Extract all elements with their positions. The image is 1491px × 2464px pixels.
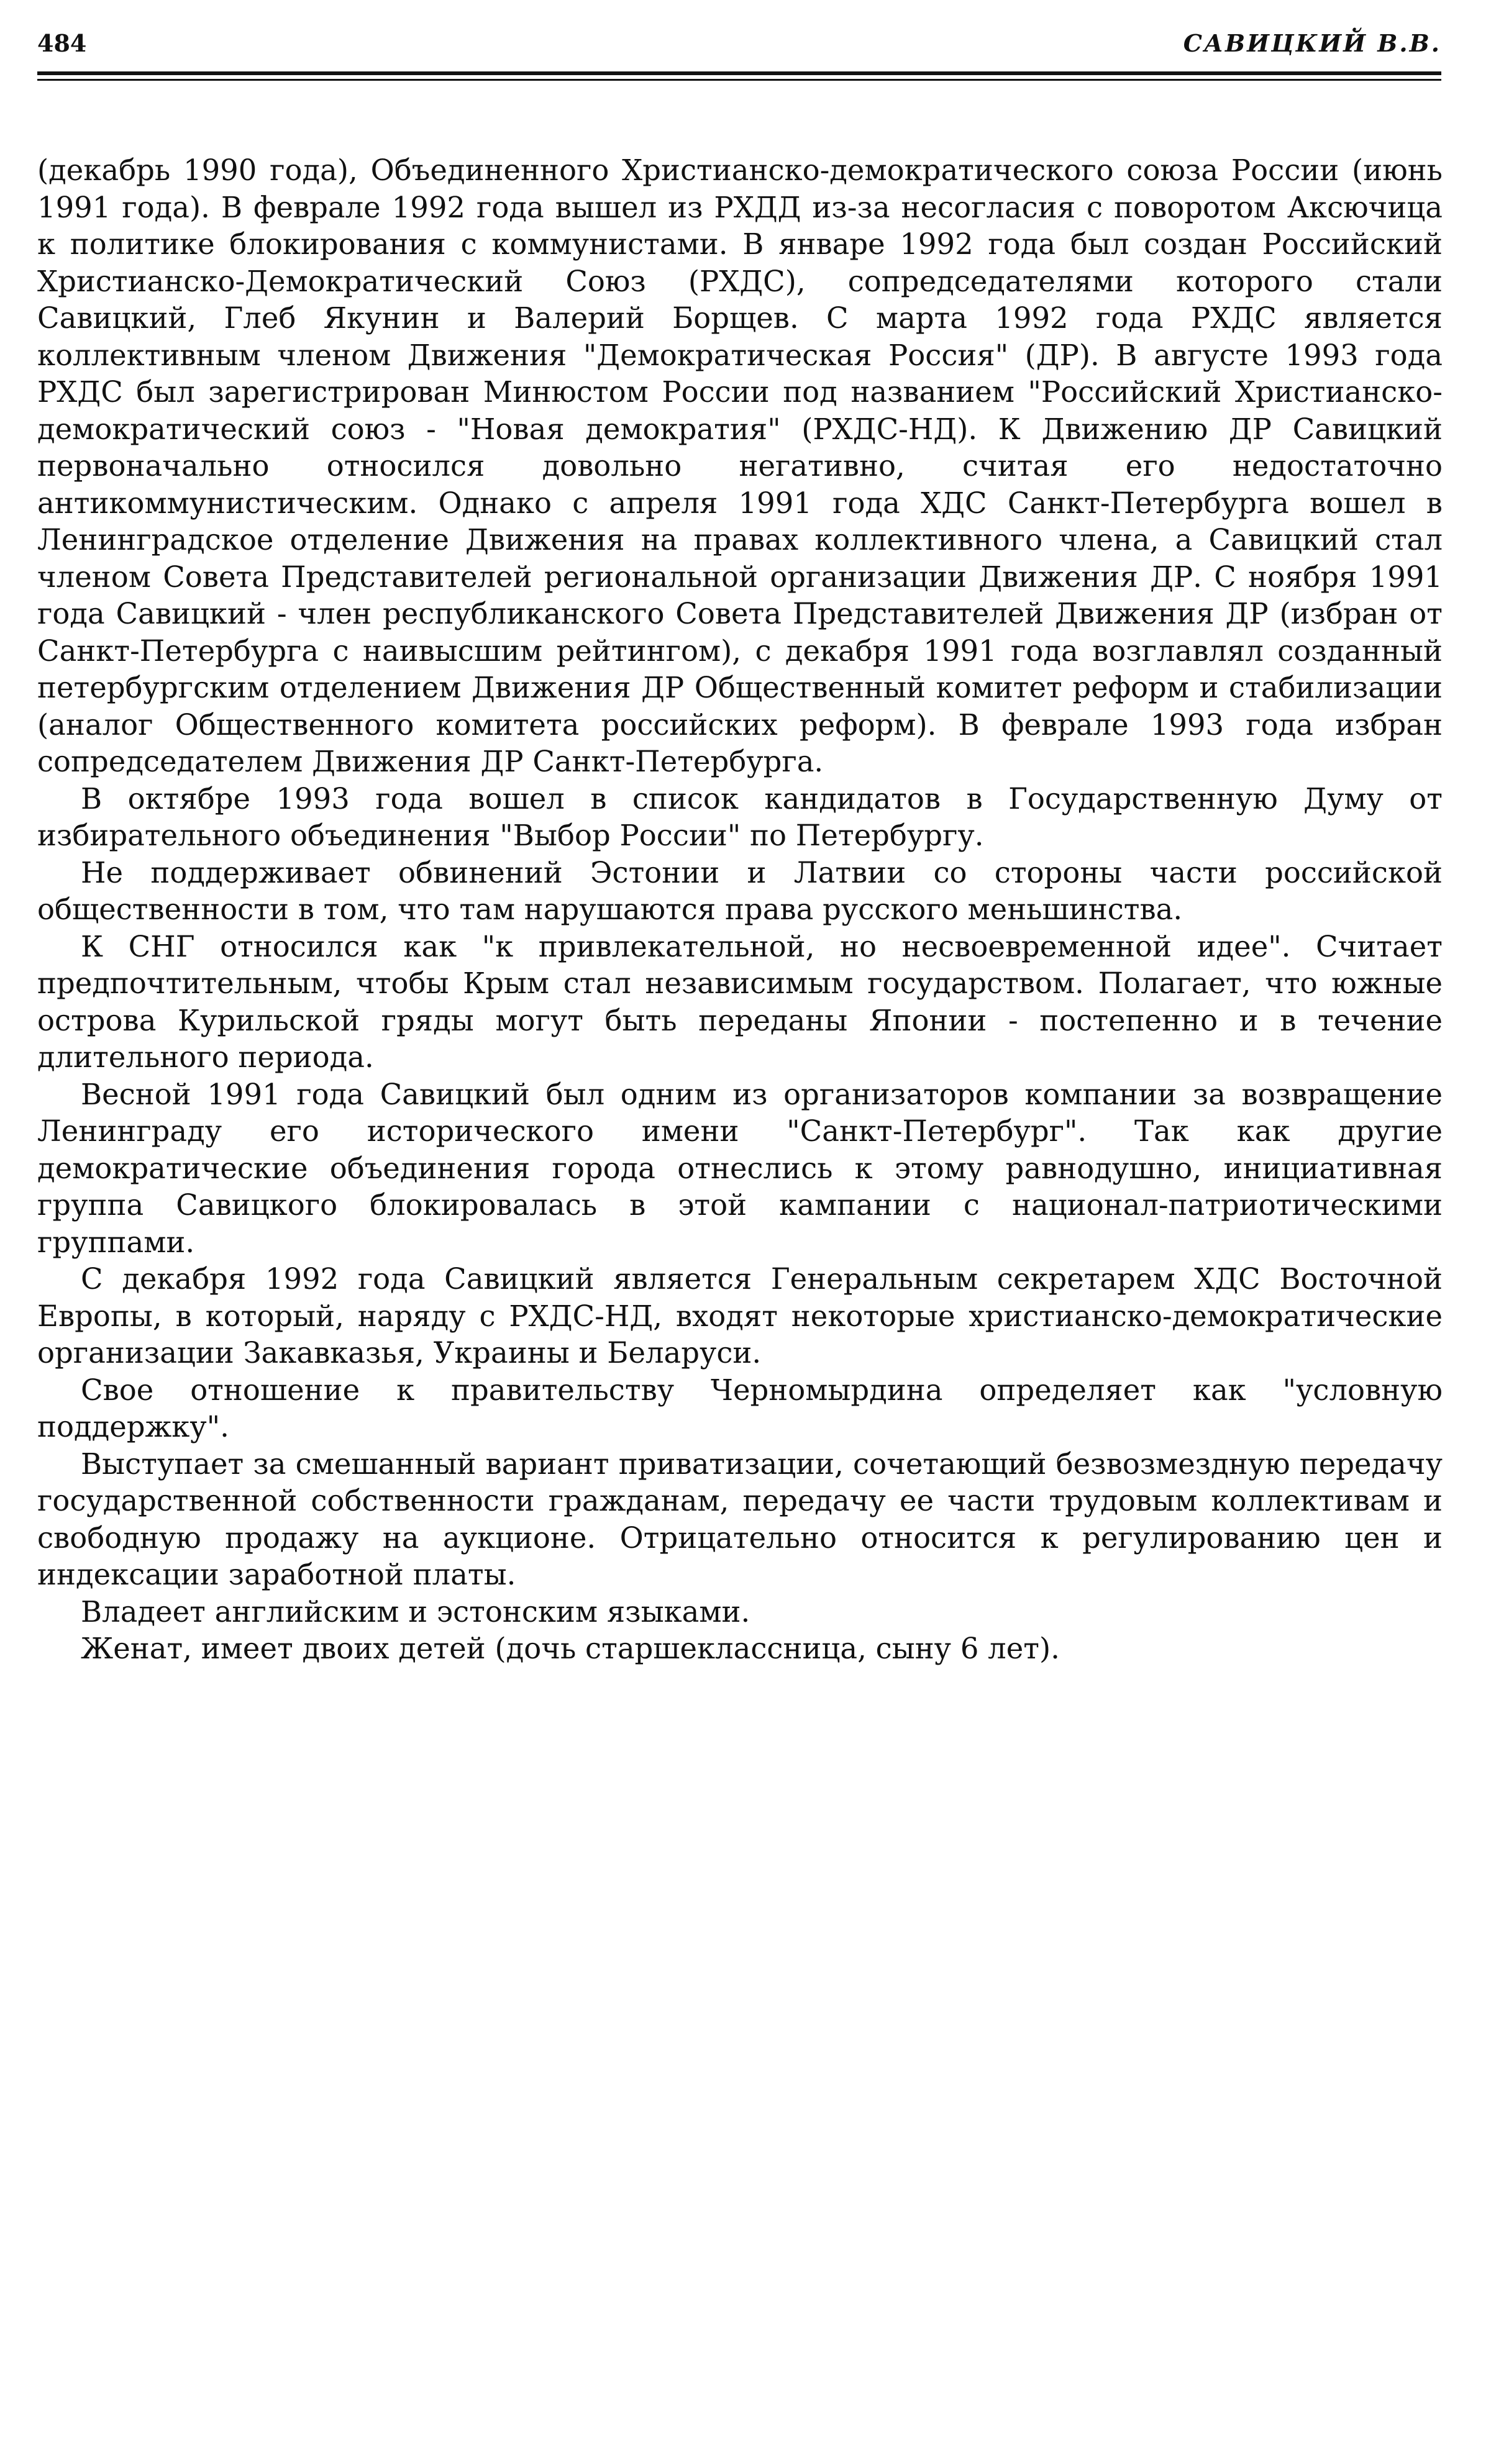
running-head: САВИЦКИЙ В.В. [1183, 29, 1441, 57]
paragraph: Владеет английским и эстонским языками. [81, 1594, 750, 1629]
paragraph: С декабря 1992 года Савицкий является Генеральным секретарем ХДС Восточной Европы, в который, наряду с РХДС-НД, входят некоторые христианско-демократические организации Закавказья, Украины и Беларуси. [37, 1262, 1443, 1370]
page-number: 484 [37, 29, 87, 57]
paragraph: Свое отношение к правительству Черномырдина определяет как "условную поддержку". [37, 1373, 1443, 1443]
paragraph: К СНГ относился как "к привлекательной, но несвоевременной идее". Считает предпочтительным, чтобы Крым стал независимым государством. Полагает, что южные острова Курильской гряды могут быть переданы Японии - постепенно и в течение длительного периода. [37, 929, 1443, 1074]
body-text [37, 152, 1443, 1668]
paragraph: В октябре 1993 года вошел в список кандидатов в Государственную Думу от избирательного объединения "Выбор России" по Петербургу. [37, 781, 1443, 852]
paragraph: (декабрь 1990 года), Объединенного Христианско-демократического союза России (июнь 1991 года). В феврале 1992 года вышел из РХДД из-за несогласия с поворотом Аксючица к политике блокирования с коммунистами. В январе 1992 года был создан Российский Христианско-Демократический Союз (РХДС), сопредседателями которого стали Савицкий, Глеб Якунин и Валерий Борщев. С марта 1992 года РХДС является коллективным членом Движения "Демократическая Россия" (ДР). В августе 1993 года РХДС был зарегистрирован Минюстом России под названием "Российский Христианско-демократический союз - "Новая демократия" (РХДС-НД). К Движению ДР Савицкий первоначально относился довольно негативно, считая его недостаточно антикоммунистическим. Однако с апреля 1991 года ХДС Санкт-Петербурга вошел в Ленинградское отделение Движения на правах коллективного члена, а Савицкий стал членом Совета Представителей региональной организации Движения ДР. С ноября 1991 года Савицкий - член республиканского Совета Представителей Движения ДР (избран от Санкт-Петербурга с наивысшим рейтингом), с декабря 1991 года возглавлял созданный петербургским отделением Движения ДР Общественный комитет реформ и стабилизации (аналог Общественного комитета российских реформ). В феврале 1993 года избран сопредседателем Движения ДР Санкт-Петербурга. [37, 153, 1443, 778]
paragraph: Выступает за смешанный вариант приватизации, сочетающий безвозмездную передачу государственной собственности гражданам, передачу ее части трудовым коллективам и свободную продажу на аукционе. Отрицательно относится к регулированию цен и индексации заработной платы. [37, 1447, 1443, 1591]
header-rule [37, 71, 1441, 75]
paragraph: Женат, имеет двоих детей (дочь старшеклассница, сыну 6 лет). [81, 1632, 1060, 1665]
page-header [37, 25, 1441, 62]
paragraph: Не поддерживает обвинений Эстонии и Латвии со стороны части российской общественности в том, что там нарушаются права русского меньшинства. [37, 855, 1443, 926]
paragraph: Весной 1991 года Савицкий был одним из организаторов компании за возвращение Ленинграду его исторического имени "Санкт-Петербург". Так как другие демократические объединения города отнеслись к этому равнодушно, инициативная группа Савицкого блокировалась в этой кампании с национал-патриотическими группами. [37, 1077, 1443, 1259]
header-rule-thin [37, 79, 1441, 81]
